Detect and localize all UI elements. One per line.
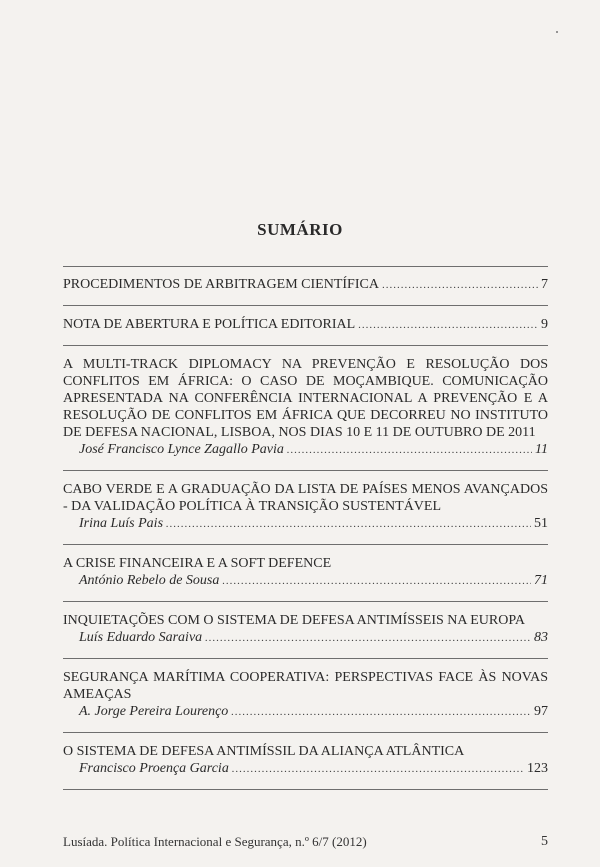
dot-leader	[232, 760, 524, 778]
entry-page: 97	[534, 704, 548, 719]
toc-entry[interactable]	[63, 267, 548, 305]
entry-page: 71	[534, 573, 548, 588]
toc-entry[interactable]	[63, 346, 548, 470]
entry-title: INQUIETAÇÕES COM O SISTEMA DE DEFESA ANTIMÍSSEIS NA EUROPA	[63, 613, 525, 628]
page-title: SUMÁRIO	[257, 220, 343, 239]
divider	[63, 789, 548, 790]
entry-title: A CRISE FINANCEIRA E A SOFT DEFENCE	[63, 556, 332, 571]
entry-title: CABO VERDE E A GRADUAÇÃO DA LISTA DE PAÍSES MENOS AVANÇADOS - DA VALIDAÇÃO POLÍTICA À TRANSIÇÃO SUSTENTÁVEL	[63, 482, 548, 514]
toc-entry[interactable]	[63, 659, 548, 732]
dot-leader	[382, 276, 538, 294]
dot-leader	[358, 316, 538, 334]
table-of-contents	[63, 266, 548, 790]
toc-entry[interactable]	[63, 602, 548, 658]
entry-title: SEGURANÇA MARÍTIMA COOPERATIVA: PERSPECTIVAS FACE ÀS NOVAS AMEAÇAS	[63, 670, 548, 702]
dot-leader	[222, 572, 531, 590]
entry-author: Irina Luís Pais	[79, 516, 164, 531]
page-footer	[63, 834, 548, 850]
entry-author: A. Jorge Pereira Lourenço	[79, 704, 229, 719]
toc-entry[interactable]	[63, 471, 548, 544]
journal-citation: Lusíada. Política Internacional e Segurança, n.º 6/7 (2012)	[63, 834, 367, 849]
entry-page: 123	[527, 761, 548, 776]
entry-title: O SISTEMA DE DEFESA ANTIMÍSSIL DA ALIANÇA ATLÂNTICA	[63, 744, 465, 759]
entry-title: A MULTI-TRACK DIPLOMACY NA PREVENÇÃO E RESOLUÇÃO DOS CONFLITOS EM ÁFRICA: O CASO DE MOÇAMBIQUE. COMUNICAÇÃO APRESENTADA NA CONFERÊNCIA INTERNACIONAL A PREVENÇÃO E A RESOLUÇÃO DE CONFLITOS EM ÁFRICA QUE DECORREU NO INSTITUTO DE DEFESA NACIONAL, LISBOA, NOS DIAS 10 E 11 DE OUTUBRO DE 2011	[63, 357, 548, 440]
entry-author: António Rebelo de Sousa	[79, 573, 220, 588]
toc-entry[interactable]	[63, 545, 548, 601]
entry-page: 83	[534, 630, 548, 645]
dot-leader	[287, 441, 532, 459]
toc-entry[interactable]	[63, 306, 548, 345]
dot-leader	[231, 703, 531, 721]
dot-leader	[205, 629, 531, 647]
toc-entry[interactable]	[63, 733, 548, 789]
entry-page: 9	[541, 317, 548, 332]
entry-title: NOTA DE ABERTURA E POLÍTICA EDITORIAL	[63, 317, 356, 332]
scan-speck	[556, 31, 558, 33]
entry-page: 11	[535, 442, 548, 457]
page-number: 5	[541, 834, 548, 849]
dot-leader	[166, 515, 531, 533]
entry-page: 51	[534, 516, 548, 531]
entry-title: PROCEDIMENTOS DE ARBITRAGEM CIENTÍFICA	[63, 277, 379, 292]
entry-author: José Francisco Lynce Zagallo Pavia	[79, 442, 284, 457]
entry-author: Luís Eduardo Saraiva	[79, 630, 203, 645]
entry-page: 7	[541, 277, 548, 292]
entry-author: Francisco Proença Garcia	[79, 761, 229, 776]
